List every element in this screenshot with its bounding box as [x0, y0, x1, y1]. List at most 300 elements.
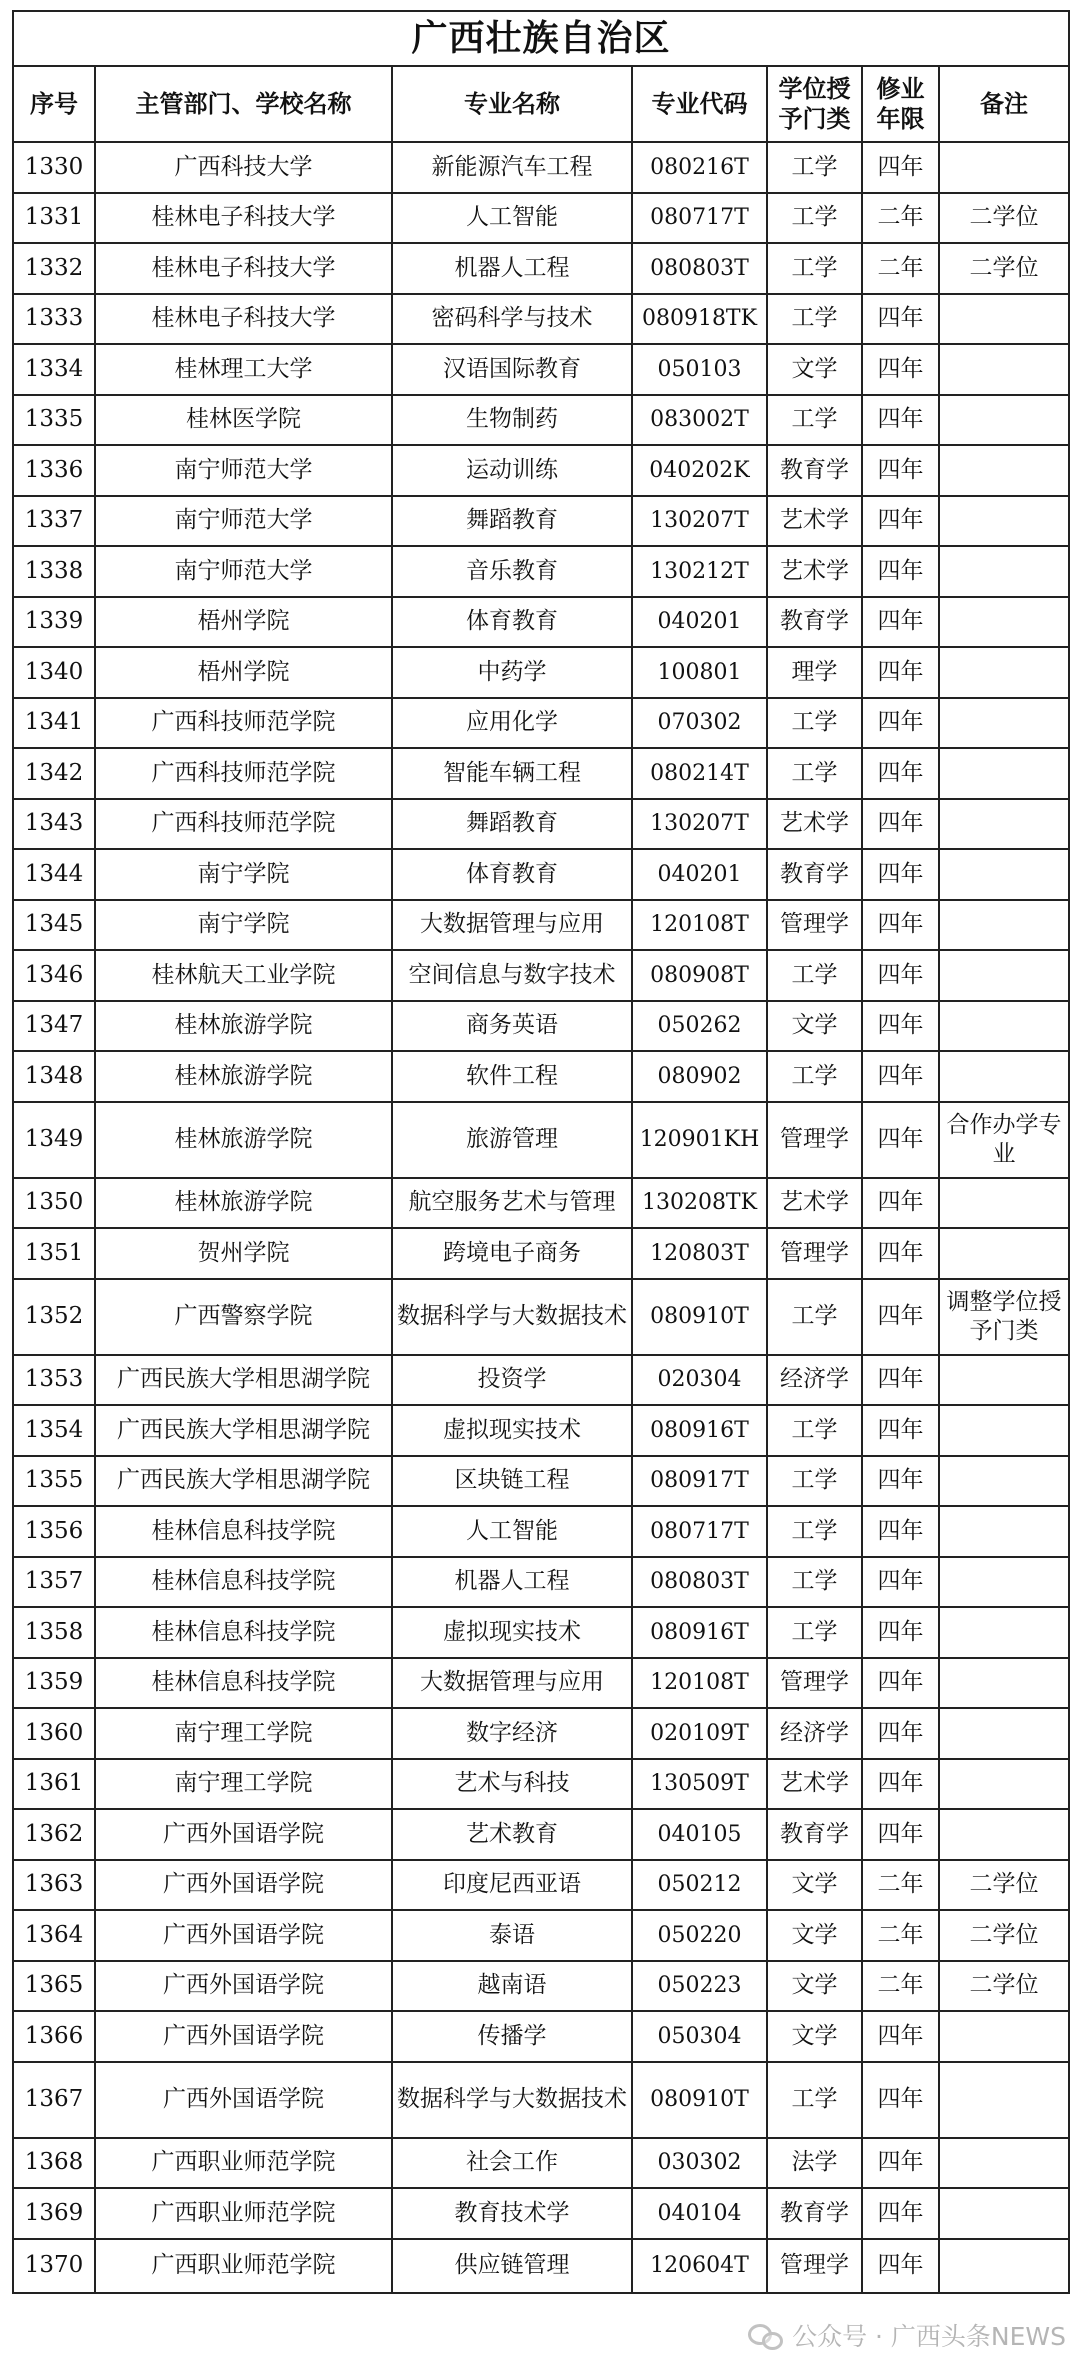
- major-name-cell: 教育技术学: [392, 2188, 632, 2239]
- remarks-cell: [939, 597, 1069, 648]
- table-row: [13, 2138, 1069, 2189]
- major-code-cell: 080918TK: [632, 294, 767, 345]
- table-row: [13, 193, 1069, 244]
- remarks-cell: [939, 849, 1069, 900]
- degree-category-cell: 经济学: [767, 1708, 862, 1759]
- study-years-cell: 四年: [862, 2062, 939, 2138]
- school-name-cell: 广西职业师范学院: [95, 2138, 392, 2189]
- table-title: 广西壮族自治区: [13, 11, 1069, 66]
- study-years-cell: 四年: [862, 698, 939, 749]
- table-row: [13, 1961, 1069, 2012]
- school-name-cell: 桂林信息科技学院: [95, 1557, 392, 1608]
- study-years-cell: 四年: [862, 2011, 939, 2062]
- remarks-cell: [939, 1001, 1069, 1052]
- major-code-cell: 120108T: [632, 900, 767, 951]
- document-sheet: [12, 10, 1068, 2294]
- school-name-cell: 桂林航天工业学院: [95, 950, 392, 1001]
- degree-category-cell: 教育学: [767, 445, 862, 496]
- degree-category-cell: 管理学: [767, 1658, 862, 1709]
- school-name-cell: 桂林电子科技大学: [95, 193, 392, 244]
- major-code-cell: 080717T: [632, 1506, 767, 1557]
- header-cell: 备注: [939, 66, 1069, 142]
- major-code-cell: 050220: [632, 1910, 767, 1961]
- study-years-cell: 四年: [862, 1658, 939, 1709]
- row-number-cell: 1358: [13, 1607, 95, 1658]
- major-code-cell: 050212: [632, 1860, 767, 1911]
- table-row: [13, 849, 1069, 900]
- major-name-cell: 艺术教育: [392, 1809, 632, 1860]
- header-cell: 专业名称: [392, 66, 632, 142]
- study-years-cell: 二年: [862, 243, 939, 294]
- remarks-cell: [939, 294, 1069, 345]
- major-name-cell: 中药学: [392, 647, 632, 698]
- table-row: [13, 243, 1069, 294]
- row-number-cell: 1342: [13, 748, 95, 799]
- study-years-cell: 四年: [862, 900, 939, 951]
- major-code-cell: 080916T: [632, 1405, 767, 1456]
- degree-category-cell: 理学: [767, 647, 862, 698]
- study-years-cell: 四年: [862, 597, 939, 648]
- study-years-cell: 二年: [862, 193, 939, 244]
- remarks-cell: [939, 2138, 1069, 2189]
- table-row: [13, 496, 1069, 547]
- row-number-cell: 1332: [13, 243, 95, 294]
- table-row: [13, 1658, 1069, 1709]
- major-code-cell: 040105: [632, 1809, 767, 1860]
- row-number-cell: 1334: [13, 344, 95, 395]
- study-years-cell: 四年: [862, 1102, 939, 1178]
- table-row: [13, 1809, 1069, 1860]
- row-number-cell: 1365: [13, 1961, 95, 2012]
- major-name-cell: 应用化学: [392, 698, 632, 749]
- degree-category-cell: 工学: [767, 294, 862, 345]
- major-name-cell: 供应链管理: [392, 2239, 632, 2293]
- major-code-cell: 080803T: [632, 243, 767, 294]
- table-row: [13, 900, 1069, 951]
- row-number-cell: 1367: [13, 2062, 95, 2138]
- row-number-cell: 1352: [13, 1279, 95, 1355]
- major-code-cell: 130208TK: [632, 1178, 767, 1229]
- remarks-cell: 二学位: [939, 243, 1069, 294]
- school-name-cell: 广西外国语学院: [95, 1860, 392, 1911]
- remarks-cell: [939, 1228, 1069, 1279]
- school-name-cell: 广西科技师范学院: [95, 698, 392, 749]
- school-name-cell: 广西警察学院: [95, 1279, 392, 1355]
- table-row: [13, 799, 1069, 850]
- major-code-cell: 020304: [632, 1355, 767, 1406]
- row-number-cell: 1338: [13, 546, 95, 597]
- major-name-cell: 新能源汽车工程: [392, 142, 632, 193]
- major-code-cell: 130207T: [632, 496, 767, 547]
- study-years-cell: 四年: [862, 1708, 939, 1759]
- school-name-cell: 广西外国语学院: [95, 2062, 392, 2138]
- major-name-cell: 数据科学与大数据技术: [392, 1279, 632, 1355]
- remarks-cell: [939, 1557, 1069, 1608]
- remarks-cell: [939, 900, 1069, 951]
- major-name-cell: 软件工程: [392, 1051, 632, 1102]
- school-name-cell: 南宁学院: [95, 900, 392, 951]
- remarks-cell: [939, 496, 1069, 547]
- major-code-cell: 020109T: [632, 1708, 767, 1759]
- row-number-cell: 1333: [13, 294, 95, 345]
- school-name-cell: 桂林信息科技学院: [95, 1607, 392, 1658]
- row-number-cell: 1370: [13, 2239, 95, 2293]
- major-code-cell: 080214T: [632, 748, 767, 799]
- table-row: [13, 950, 1069, 1001]
- major-name-cell: 人工智能: [392, 193, 632, 244]
- major-code-cell: 080916T: [632, 1607, 767, 1658]
- school-name-cell: 广西外国语学院: [95, 2011, 392, 2062]
- table-row: [13, 1279, 1069, 1355]
- row-number-cell: 1369: [13, 2188, 95, 2239]
- table-row: [13, 1228, 1069, 1279]
- major-code-cell: 100801: [632, 647, 767, 698]
- table-row: [13, 2062, 1069, 2138]
- study-years-cell: 四年: [862, 2239, 939, 2293]
- major-name-cell: 商务英语: [392, 1001, 632, 1052]
- study-years-cell: 四年: [862, 344, 939, 395]
- study-years-cell: 四年: [862, 1506, 939, 1557]
- remarks-cell: [939, 950, 1069, 1001]
- major-name-cell: 社会工作: [392, 2138, 632, 2189]
- row-number-cell: 1366: [13, 2011, 95, 2062]
- wechat-icon: [748, 2322, 782, 2348]
- major-name-cell: 生物制药: [392, 395, 632, 446]
- remarks-cell: [939, 344, 1069, 395]
- major-name-cell: 区块链工程: [392, 1456, 632, 1507]
- row-number-cell: 1340: [13, 647, 95, 698]
- table-row: [13, 1001, 1069, 1052]
- school-name-cell: 桂林旅游学院: [95, 1001, 392, 1052]
- degree-category-cell: 管理学: [767, 900, 862, 951]
- major-code-cell: 040201: [632, 597, 767, 648]
- study-years-cell: 四年: [862, 1279, 939, 1355]
- row-number-cell: 1336: [13, 445, 95, 496]
- degree-category-cell: 工学: [767, 1051, 862, 1102]
- degree-category-cell: 文学: [767, 344, 862, 395]
- major-code-cell: 030302: [632, 2138, 767, 2189]
- major-code-cell: 070302: [632, 698, 767, 749]
- remarks-cell: 二学位: [939, 193, 1069, 244]
- school-name-cell: 桂林理工大学: [95, 344, 392, 395]
- major-name-cell: 空间信息与数字技术: [392, 950, 632, 1001]
- major-name-cell: 运动训练: [392, 445, 632, 496]
- study-years-cell: 四年: [862, 1557, 939, 1608]
- header-row: [13, 66, 1069, 142]
- table-row: [13, 1405, 1069, 1456]
- table-row: [13, 344, 1069, 395]
- header-cell: 修业年限: [862, 66, 939, 142]
- school-name-cell: 贺州学院: [95, 1228, 392, 1279]
- major-name-cell: 印度尼西亚语: [392, 1860, 632, 1911]
- school-name-cell: 南宁师范大学: [95, 496, 392, 547]
- study-years-cell: 二年: [862, 1860, 939, 1911]
- remarks-cell: [939, 698, 1069, 749]
- row-number-cell: 1350: [13, 1178, 95, 1229]
- major-code-cell: 050304: [632, 2011, 767, 2062]
- table-row: [13, 1456, 1069, 1507]
- remarks-cell: [939, 1708, 1069, 1759]
- school-name-cell: 广西科技师范学院: [95, 748, 392, 799]
- degree-category-cell: 管理学: [767, 1102, 862, 1178]
- school-name-cell: 广西民族大学相思湖学院: [95, 1355, 392, 1406]
- remarks-cell: [939, 1355, 1069, 1406]
- row-number-cell: 1357: [13, 1557, 95, 1608]
- major-name-cell: 传播学: [392, 2011, 632, 2062]
- study-years-cell: 四年: [862, 142, 939, 193]
- row-number-cell: 1362: [13, 1809, 95, 1860]
- degree-category-cell: 艺术学: [767, 1759, 862, 1810]
- major-code-cell: 120803T: [632, 1228, 767, 1279]
- remarks-cell: 二学位: [939, 1910, 1069, 1961]
- degree-category-cell: 文学: [767, 1001, 862, 1052]
- remarks-cell: [939, 445, 1069, 496]
- row-number-cell: 1346: [13, 950, 95, 1001]
- major-code-cell: 040104: [632, 2188, 767, 2239]
- degree-category-cell: 工学: [767, 1506, 862, 1557]
- row-number-cell: 1355: [13, 1456, 95, 1507]
- school-name-cell: 广西科技师范学院: [95, 799, 392, 850]
- table-row: [13, 142, 1069, 193]
- row-number-cell: 1368: [13, 2138, 95, 2189]
- school-name-cell: 桂林旅游学院: [95, 1178, 392, 1229]
- remarks-cell: [939, 2239, 1069, 2293]
- row-number-cell: 1351: [13, 1228, 95, 1279]
- row-number-cell: 1343: [13, 799, 95, 850]
- table-row: [13, 1102, 1069, 1178]
- study-years-cell: 四年: [862, 445, 939, 496]
- major-name-cell: 航空服务艺术与管理: [392, 1178, 632, 1229]
- row-number-cell: 1363: [13, 1860, 95, 1911]
- table-row: [13, 647, 1069, 698]
- major-name-cell: 汉语国际教育: [392, 344, 632, 395]
- table-row: [13, 1557, 1069, 1608]
- major-code-cell: 080910T: [632, 1279, 767, 1355]
- remarks-cell: [939, 647, 1069, 698]
- major-name-cell: 旅游管理: [392, 1102, 632, 1178]
- degree-category-cell: 管理学: [767, 2239, 862, 2293]
- row-number-cell: 1353: [13, 1355, 95, 1406]
- table-row: [13, 2239, 1069, 2293]
- study-years-cell: 四年: [862, 1228, 939, 1279]
- degree-category-cell: 工学: [767, 1456, 862, 1507]
- major-code-cell: 050262: [632, 1001, 767, 1052]
- major-code-cell: 080216T: [632, 142, 767, 193]
- study-years-cell: 四年: [862, 395, 939, 446]
- degree-category-cell: 艺术学: [767, 1178, 862, 1229]
- row-number-cell: 1348: [13, 1051, 95, 1102]
- header-cell: 专业代码: [632, 66, 767, 142]
- major-name-cell: 舞蹈教育: [392, 496, 632, 547]
- study-years-cell: 四年: [862, 1759, 939, 1810]
- study-years-cell: 四年: [862, 1405, 939, 1456]
- degree-category-cell: 艺术学: [767, 799, 862, 850]
- major-code-cell: 130509T: [632, 1759, 767, 1810]
- row-number-cell: 1359: [13, 1658, 95, 1709]
- remarks-cell: [939, 748, 1069, 799]
- table-row: [13, 294, 1069, 345]
- major-name-cell: 智能车辆工程: [392, 748, 632, 799]
- row-number-cell: 1339: [13, 597, 95, 648]
- major-code-cell: 120604T: [632, 2239, 767, 2293]
- major-code-cell: 050103: [632, 344, 767, 395]
- major-name-cell: 体育教育: [392, 597, 632, 648]
- degree-category-cell: 工学: [767, 243, 862, 294]
- table-row: [13, 395, 1069, 446]
- study-years-cell: 四年: [862, 748, 939, 799]
- header-cell: 学位授予门类: [767, 66, 862, 142]
- school-name-cell: 南宁师范大学: [95, 445, 392, 496]
- degree-category-cell: 工学: [767, 950, 862, 1001]
- remarks-cell: [939, 1051, 1069, 1102]
- major-code-cell: 080717T: [632, 193, 767, 244]
- degree-category-cell: 经济学: [767, 1355, 862, 1406]
- table-row: [13, 1355, 1069, 1406]
- remarks-cell: 二学位: [939, 1860, 1069, 1911]
- remarks-cell: [939, 1759, 1069, 1810]
- table-row: [13, 698, 1069, 749]
- school-name-cell: 梧州学院: [95, 597, 392, 648]
- degree-category-cell: 工学: [767, 395, 862, 446]
- study-years-cell: 四年: [862, 1607, 939, 1658]
- degree-category-cell: 工学: [767, 1279, 862, 1355]
- row-number-cell: 1337: [13, 496, 95, 547]
- degree-category-cell: 文学: [767, 2011, 862, 2062]
- school-name-cell: 广西职业师范学院: [95, 2188, 392, 2239]
- degree-category-cell: 教育学: [767, 849, 862, 900]
- major-name-cell: 音乐教育: [392, 546, 632, 597]
- degree-category-cell: 教育学: [767, 597, 862, 648]
- study-years-cell: 四年: [862, 1355, 939, 1406]
- school-name-cell: 广西外国语学院: [95, 1809, 392, 1860]
- row-number-cell: 1354: [13, 1405, 95, 1456]
- table-row: [13, 1860, 1069, 1911]
- major-name-cell: 数据科学与大数据技术: [392, 2062, 632, 2138]
- table-row: [13, 597, 1069, 648]
- table-row: [13, 1051, 1069, 1102]
- major-name-cell: 机器人工程: [392, 1557, 632, 1608]
- study-years-cell: 四年: [862, 950, 939, 1001]
- study-years-cell: 四年: [862, 647, 939, 698]
- study-years-cell: 四年: [862, 2188, 939, 2239]
- major-code-cell: 080910T: [632, 2062, 767, 2138]
- table-row: [13, 1607, 1069, 1658]
- school-name-cell: 广西民族大学相思湖学院: [95, 1456, 392, 1507]
- study-years-cell: 四年: [862, 1456, 939, 1507]
- header-cell: 主管部门、学校名称: [95, 66, 392, 142]
- major-name-cell: 机器人工程: [392, 243, 632, 294]
- school-name-cell: 桂林信息科技学院: [95, 1506, 392, 1557]
- degree-category-cell: 法学: [767, 2138, 862, 2189]
- degree-category-cell: 工学: [767, 193, 862, 244]
- degree-category-cell: 工学: [767, 1405, 862, 1456]
- study-years-cell: 四年: [862, 2138, 939, 2189]
- study-years-cell: 四年: [862, 1001, 939, 1052]
- table-body: [13, 142, 1069, 2293]
- header-cell: 序号: [13, 66, 95, 142]
- major-code-cell: 080803T: [632, 1557, 767, 1608]
- row-number-cell: 1361: [13, 1759, 95, 1810]
- degree-category-cell: 艺术学: [767, 496, 862, 547]
- school-name-cell: 南宁师范大学: [95, 546, 392, 597]
- school-name-cell: 广西外国语学院: [95, 1910, 392, 1961]
- remarks-cell: 合作办学专业: [939, 1102, 1069, 1178]
- school-name-cell: 桂林医学院: [95, 395, 392, 446]
- school-name-cell: 南宁理工学院: [95, 1708, 392, 1759]
- school-name-cell: 梧州学院: [95, 647, 392, 698]
- remarks-cell: [939, 2062, 1069, 2138]
- study-years-cell: 二年: [862, 1910, 939, 1961]
- table-row: [13, 1910, 1069, 1961]
- study-years-cell: 四年: [862, 799, 939, 850]
- remarks-cell: 二学位: [939, 1961, 1069, 2012]
- row-number-cell: 1331: [13, 193, 95, 244]
- remarks-cell: [939, 1178, 1069, 1229]
- study-years-cell: 四年: [862, 1809, 939, 1860]
- school-name-cell: 桂林电子科技大学: [95, 243, 392, 294]
- table-row: [13, 2188, 1069, 2239]
- major-name-cell: 人工智能: [392, 1506, 632, 1557]
- school-name-cell: 南宁学院: [95, 849, 392, 900]
- table-row: [13, 1506, 1069, 1557]
- table-row: [13, 1178, 1069, 1229]
- major-name-cell: 大数据管理与应用: [392, 1658, 632, 1709]
- degree-category-cell: 工学: [767, 748, 862, 799]
- study-years-cell: 四年: [862, 546, 939, 597]
- row-number-cell: 1360: [13, 1708, 95, 1759]
- row-number-cell: 1364: [13, 1910, 95, 1961]
- school-name-cell: 桂林旅游学院: [95, 1102, 392, 1178]
- major-name-cell: 越南语: [392, 1961, 632, 2012]
- major-name-cell: 艺术与科技: [392, 1759, 632, 1810]
- major-code-cell: 080917T: [632, 1456, 767, 1507]
- row-number-cell: 1341: [13, 698, 95, 749]
- degree-category-cell: 文学: [767, 1961, 862, 2012]
- study-years-cell: 四年: [862, 1178, 939, 1229]
- majors-table: [12, 10, 1070, 2294]
- study-years-cell: 四年: [862, 1051, 939, 1102]
- watermark-text: 公众号 · 广西头条NEWS: [792, 2322, 1066, 2351]
- row-number-cell: 1335: [13, 395, 95, 446]
- major-code-cell: 080902: [632, 1051, 767, 1102]
- school-name-cell: 广西外国语学院: [95, 1961, 392, 2012]
- table-row: [13, 2011, 1069, 2062]
- table-row: [13, 1759, 1069, 1810]
- school-name-cell: 广西科技大学: [95, 142, 392, 193]
- study-years-cell: 四年: [862, 496, 939, 547]
- degree-category-cell: 教育学: [767, 2188, 862, 2239]
- table-row: [13, 748, 1069, 799]
- major-code-cell: 040201: [632, 849, 767, 900]
- study-years-cell: 四年: [862, 294, 939, 345]
- major-code-cell: 080908T: [632, 950, 767, 1001]
- remarks-cell: [939, 546, 1069, 597]
- table-row: [13, 546, 1069, 597]
- remarks-cell: [939, 395, 1069, 446]
- degree-category-cell: 艺术学: [767, 546, 862, 597]
- degree-category-cell: 文学: [767, 1910, 862, 1961]
- school-name-cell: 桂林电子科技大学: [95, 294, 392, 345]
- study-years-cell: 二年: [862, 1961, 939, 2012]
- degree-category-cell: 工学: [767, 142, 862, 193]
- degree-category-cell: 工学: [767, 1607, 862, 1658]
- degree-category-cell: 工学: [767, 2062, 862, 2138]
- study-years-cell: 四年: [862, 849, 939, 900]
- major-name-cell: 虚拟现实技术: [392, 1607, 632, 1658]
- major-name-cell: 舞蹈教育: [392, 799, 632, 850]
- major-code-cell: 050223: [632, 1961, 767, 2012]
- remarks-cell: [939, 1456, 1069, 1507]
